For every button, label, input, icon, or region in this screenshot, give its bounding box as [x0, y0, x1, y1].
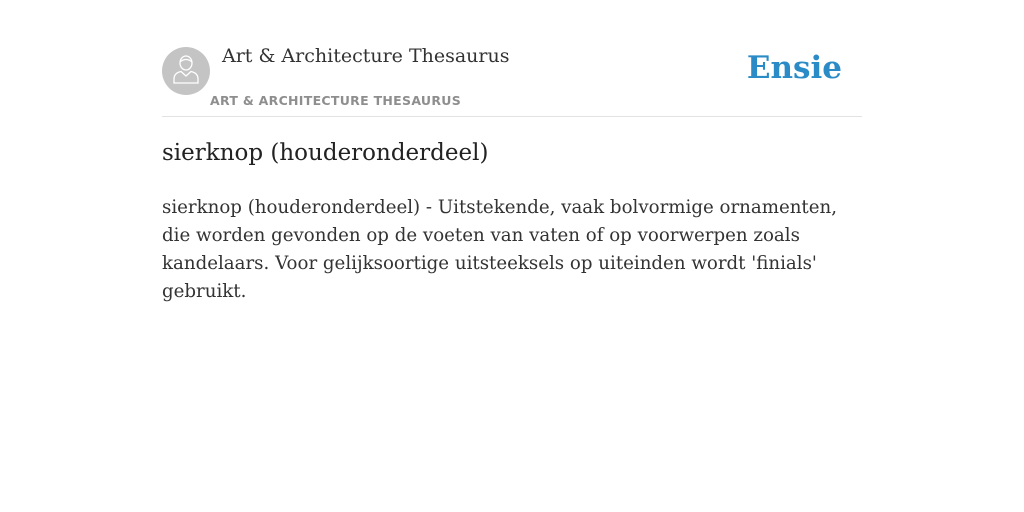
ensie-logo[interactable]: Ensie	[746, 50, 842, 86]
entry-card	[162, 0, 862, 512]
entry-header	[162, 0, 862, 117]
avatar[interactable]	[162, 47, 210, 95]
entry-title: sierknop (houderonderdeel)	[162, 140, 489, 166]
author-name[interactable]: Art & Architecture Thesaurus	[222, 45, 510, 67]
user-avatar-icon	[171, 53, 201, 89]
entry-description: sierknop (houderonderdeel) - Uitstekende, vaak bolvormige ornamenten, die worden gevonden op de voeten van vaten of op voorwerpen zoals kandelaars. Voor gelijksoortige uitsteeksels op uiteinden wordt 'finials' gebruikt.	[162, 197, 837, 302]
author-subtitle: ART & ARCHITECTURE THESAURUS	[210, 93, 462, 108]
